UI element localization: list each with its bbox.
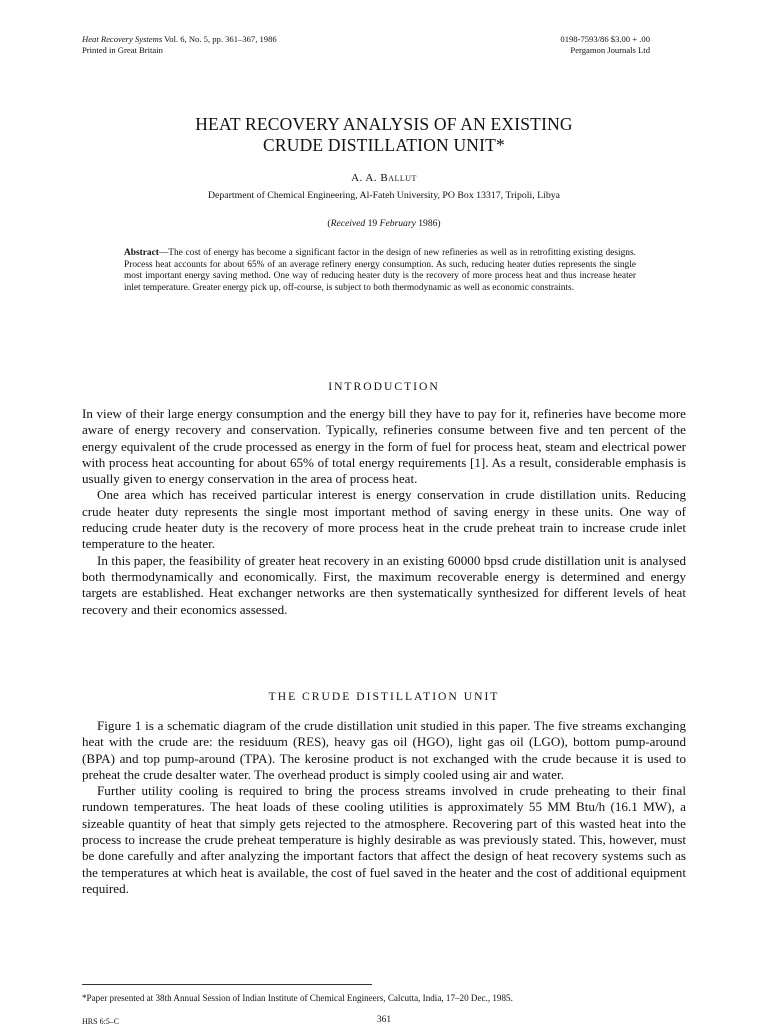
introduction-body <box>82 406 686 618</box>
author-name <box>100 172 668 184</box>
received-month: February <box>379 218 416 229</box>
abstract-label: Abstract <box>124 248 159 258</box>
author-affiliation: Department of Chemical Engineering, Al-Fateh University, PO Box 13317, Tripoli, Libya <box>207 190 560 201</box>
paragraph: In this paper, the feasibility of greater heat recovery in an existing 60000 bpsd crude distillation unit is analysed both thermodynamically and economically. First, the maximum recoverable energy is determined and energy targets are established. Heat exchanger networks are then systematically synthesized for different levels of heat recovery and their economics assessed. <box>82 552 686 617</box>
paragraph: In view of their large energy consumption and the energy bill they have to pay for it, refineries have become more aware of energy recovery and conservation. Typically, refineries consume between five and ten percent of the energy equivalent of the crude processed as energy in the form of fuel for process heat, steam and electrical power with process heat accounting for about 65% of total energy requirements [1]. As a result, considerable emphasis is usually given to energy conservation in the area of process heat. <box>82 406 686 487</box>
bottom-left-code: HRS 6:5–C <box>82 1017 120 1026</box>
header-left <box>82 34 277 56</box>
received-label: Received <box>330 218 366 229</box>
paragraph: Figure 1 is a schematic diagram of the crude distillation unit studied in this paper. The five streams exchanging heat with the crude are: the residuum (RES), heavy gas oil (HGO), light gas oil (LGO), bottom pump-around (BPA) and top pump-around (TPA). The kerosine product is not exchanged with the crude because it is used to preheat the crude desalter water. The overhead product is simply cooled using air and water. <box>82 718 686 782</box>
author-surname: Ballut <box>380 172 417 184</box>
page-number: 361 <box>376 1015 392 1025</box>
footnote-divider <box>82 984 372 985</box>
section-heading-introduction: INTRODUCTION <box>328 380 440 393</box>
abstract <box>124 248 636 295</box>
section-heading-crude-distillation-unit: THE CRUDE DISTILLATION UNIT <box>268 690 500 703</box>
author-initials: A. A. <box>351 172 381 184</box>
header-right <box>560 34 650 56</box>
journal-name: Heat Recovery Systems <box>82 34 163 44</box>
paper-title <box>100 114 668 156</box>
journal-citation <box>82 34 277 45</box>
footnote: *Paper presented at 38th Annual Session of Indian Institute of Chemical Engineers, Calcutta, India, 17–20 Dec., 1985. <box>82 993 513 1003</box>
citation-details: Vol. 6, No. 5, pp. 361–367, 1986 <box>162 34 277 44</box>
received-day: 19 <box>365 218 380 229</box>
paragraph: Further utility cooling is required to bring the process streams involved in crude preheating to their final rundown temperatures. The heat loads of these cooling utilities is approximately 55 MM Btu/h (16.1 MW), a sizeable quantity of heat that simply gets rejected to the atmosphere. Recovering part of this wasted heat into the process to increase the crude preheat temperature is highly desirable as was previously stated. This, however, must be done carefully and after analyzing the important factors that affect the design of heat recovery systems such as the temperatures at which heat is available, the cost of fuel saved in the heater and the cost of additional equipment required. <box>82 783 686 896</box>
printed-in: Printed in Great Britain <box>82 45 163 55</box>
issn-price-code: 0198-7593/86 $3.00 + .00 <box>560 34 650 44</box>
publisher: Pergamon Journals Ltd <box>570 45 650 55</box>
paragraph: One area which has received particular interest is energy conservation in crude distillation units. Reducing crude heater duty represents the single most important method of saving energy in these units. One way of reducing crude heater duty is the recovery of more process heat in the crude preheat train to increase crude inlet temperature to the heater. <box>82 487 686 552</box>
crude-distillation-body <box>82 718 686 897</box>
received-date: (Received 19 February 1986) <box>327 218 441 229</box>
title-line-1: HEAT RECOVERY ANALYSIS OF AN EXISTING <box>195 114 573 134</box>
received-year: 1986 <box>415 218 438 229</box>
abstract-text: —The cost of energy has become a significant factor in the design of new refineries as well as in retrofitting existing designs. Process heat accounts for about 65% of an average refinery energy consumption. As such, reducing heater duties represents the single most important energy saving method. One way of reducing heater duty is the recovery of more process heat and thus increase heater inlet temperature. Greater energy pick up, off-course, is subject to both thermodynamic as well as economic constraints. <box>124 248 636 294</box>
title-line-2: CRUDE DISTILLATION UNIT* <box>263 135 505 155</box>
